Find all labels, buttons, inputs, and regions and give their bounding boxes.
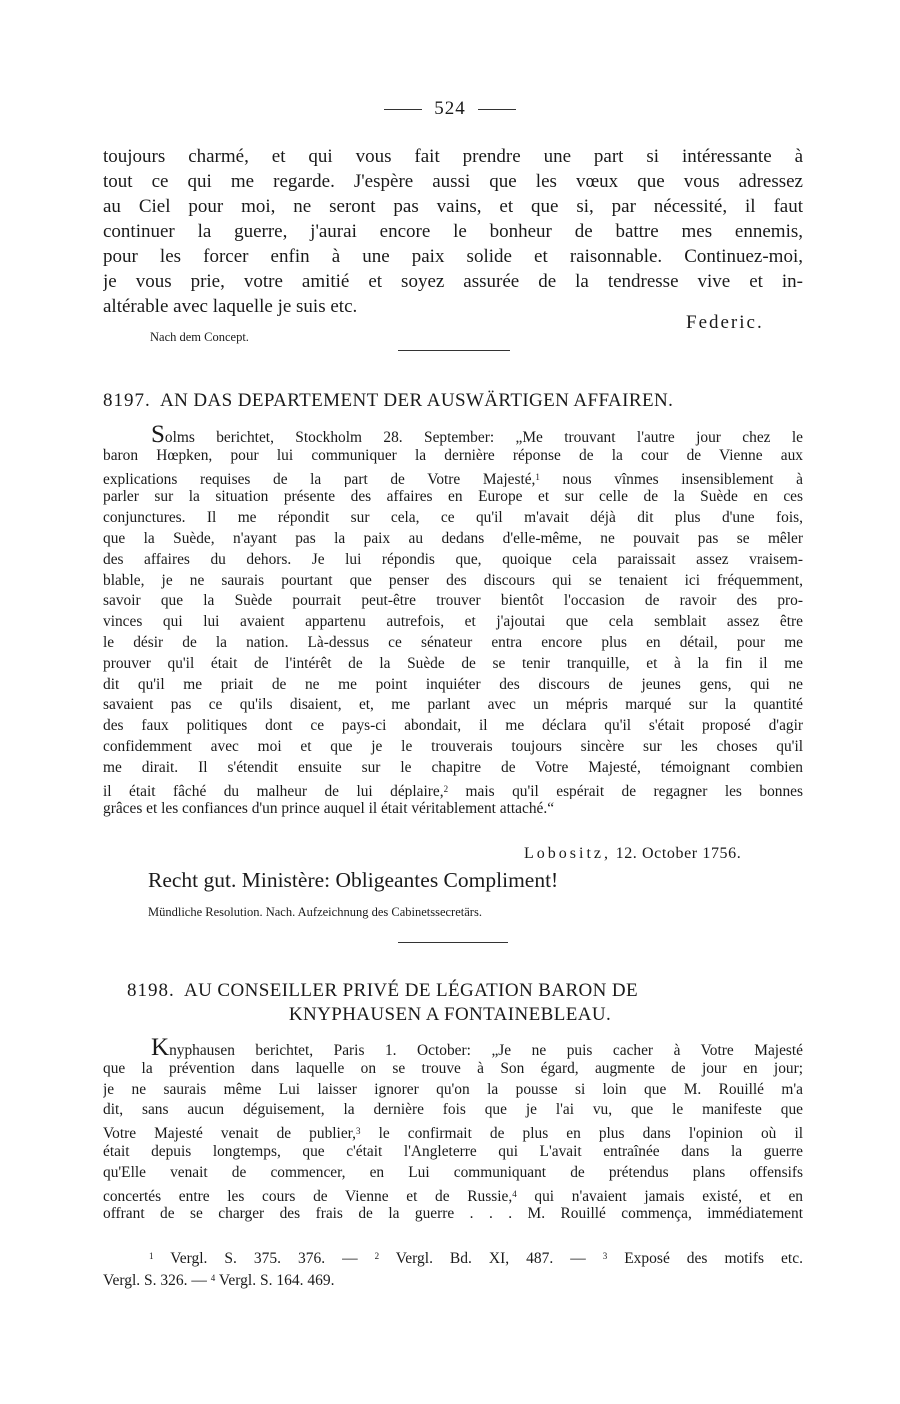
source-note: Nach dem Concept.	[150, 330, 249, 344]
footnotes	[103, 1245, 803, 1289]
text-line: savoir que la Suède pourrait peut-être trouver bientôt l'occasion de ravoir des pro-	[103, 592, 803, 610]
document-number: 8197.	[103, 390, 151, 411]
footnote-line: $^1$ Vergl. S. 375. 376. — $^2$ Vergl. Bd. XI, 487. — $^3$ Exposé des motifs etc.	[149, 1250, 803, 1267]
text-line: Votre Majesté venait de publier,$^3$ le confirmait de plus en plus dans l'opinion où il	[103, 1125, 803, 1142]
text-line: concertés entre les cours de Vienne et de Russie,$^4$ qui n'avaient jamais existé, et en	[103, 1187, 803, 1205]
footnote-mark: 1	[535, 471, 540, 482]
dateline-date: 12. October 1756.	[615, 845, 742, 862]
text-line: parler sur la situation présente des affaires en Europe et sur celle de la Suède en ces	[103, 488, 803, 506]
text-line: savaient pas ce qu'ils disaient, et, me parlant avec un mépris marqué sur la quantité	[103, 696, 803, 714]
footnote-mark: 2	[443, 783, 449, 794]
section-divider	[398, 942, 508, 943]
footnote-line: Vergl. S. 326. — $^4$ Vergl. S. 164. 469.	[103, 1272, 335, 1289]
text-line: grâces et les confiances d'un prince auquel il était véritablement attaché.“	[103, 800, 555, 818]
text-line: blable, je ne saurais pourtant que penser des discours qui se tenaient ici fréquemment,	[103, 571, 803, 589]
document-title-line1: AU CONSEILLER PRIVÉ DE LÉGATION BARON DE	[184, 980, 639, 1001]
text-line: altérable avec laquelle je suis etc.	[103, 296, 358, 317]
text-line: le désir de la nation. Là-dessus ce sénateur entra encore plus en détail, pour me	[103, 633, 803, 651]
text-line: était depuis longtemps, que c'était l'Angleterre qui L'avait entraînée dans la guerre	[103, 1142, 803, 1160]
text-line: offrant de se charger des frais de la guerre . . . M. Rouillé commença, immédiatement	[103, 1205, 803, 1223]
section-divider	[398, 350, 510, 351]
text-line-first: Solms berichtet, Stockholm 28. September: „Me trouvant l'autre jour chez le	[103, 425, 803, 446]
page-number-dash-right	[478, 109, 516, 110]
resolution-text: Recht gut. Ministère: Obligeantes Compliment!	[148, 868, 559, 892]
text-line: dit qu'il me priait de ne me point inquiéter des discours de jeunes gens, qui ne	[103, 675, 803, 693]
document-body-8198	[103, 1038, 803, 1225]
resolution-note: Mündliche Resolution. Nach. Aufzeichnung des Cabinetssecretärs.	[148, 905, 482, 919]
initial-letter: S	[151, 425, 165, 446]
text-line: vinces qui lui avaient appartenu autrefois, et j'ajoutai que cela semblait assez être	[103, 613, 803, 631]
text-line: des faux politiques dont ce pays-ci abondait, il me déclara qu'il s'était proposé d'agir	[103, 717, 803, 735]
text-line: prouver qu'il était de l'intérêt de la Suède de se tenir tranquille, et à la fin il me	[103, 654, 803, 672]
text-line: baron Hœpken, pour lui communiquer la dernière réponse de la cour de Vienne aux	[103, 446, 803, 464]
document-heading-8197	[103, 390, 803, 412]
text-line: conjunctures. Il me répondit sur cela, ce qu'il m'avait déjà dit plus d'une fois,	[103, 509, 803, 527]
page-number-dash-left	[384, 109, 422, 110]
text-line-first: Knyphausen berichtet, Paris 1. October: „Je ne puis cacher à Votre Majesté	[103, 1038, 803, 1059]
page-number: 524	[0, 98, 900, 120]
document-title: AN DAS DEPARTEMENT DER AUSWÄRTIGEN AFFAIREN.	[160, 390, 674, 411]
text-line: confidemment avec moi et que je le trouverais toujours sincère sur les choses qu'il	[103, 737, 803, 755]
dateline-place: Lobositz,	[524, 845, 611, 862]
text-line: pour les forcer enfin à une paix solide et raisonnable. Continuez-moi,	[103, 246, 803, 267]
text-line: dit, sans aucun déguisement, la dernière fois que je l'ai vu, que le manifeste que	[103, 1101, 803, 1119]
text-line: que la prévention dans laquelle on se trouve à Son égard, augmente de jour en jour;	[103, 1059, 803, 1077]
text-line: explications requises de la part de Votre Majesté,$^1$ nous vînmes insensiblement à	[103, 470, 803, 488]
letter-end-text	[103, 144, 803, 319]
initial-letter: K	[151, 1038, 170, 1059]
text-line: il était fâché du malheur de lui déplaire,$^2$ mais qu'il espérait de regagner les bonnes	[103, 782, 803, 800]
document-title-line2: KNYPHAUSEN A FONTAINEBLEAU.	[288, 1004, 612, 1025]
dateline	[524, 845, 741, 863]
document-heading-8198	[127, 980, 807, 1002]
text-line: me dirait. Il s'étendit ensuite sur le chapitre de Votre Majesté, témoignant combien	[103, 758, 803, 776]
text-line: je ne saurais même Lui laisser ignorer qu'on la pousse si loin que M. Rouillé m'a	[103, 1080, 803, 1098]
footnote-mark: 3	[356, 1126, 361, 1137]
document-body-8197	[103, 425, 803, 820]
text-line: je vous prie, votre amitié et soyez assurée de la tendresse vive et in-	[103, 271, 803, 292]
text-line: des affaires du dehors. Je lui répondis que, quoique cela paraissait assez vraisem-	[103, 550, 803, 568]
text-line: qu'Elle venait de commencer, en Lui communiquant de prétendus plans offensifs	[103, 1163, 803, 1181]
text-line: que la Suède, n'ayant pas la paix au dedans d'elle-même, ne pouvait pas se mêler	[103, 529, 803, 547]
document-number: 8198.	[127, 980, 175, 1001]
text-line: au Ciel pour moi, ne seront pas vains, et que si, par nécessité, il faut	[103, 196, 803, 217]
text-line: tout ce qui me regarde. J'espère aussi que les vœux que vous adressez	[103, 171, 803, 192]
text-line: toujours charmé, et qui vous fait prendre une part si intéressante à	[103, 146, 803, 167]
footnote-mark: 4	[512, 1188, 517, 1199]
text-line: continuer la guerre, j'aurai encore le bonheur de battre mes ennemis,	[103, 221, 803, 242]
signature: Federic.	[686, 312, 764, 333]
